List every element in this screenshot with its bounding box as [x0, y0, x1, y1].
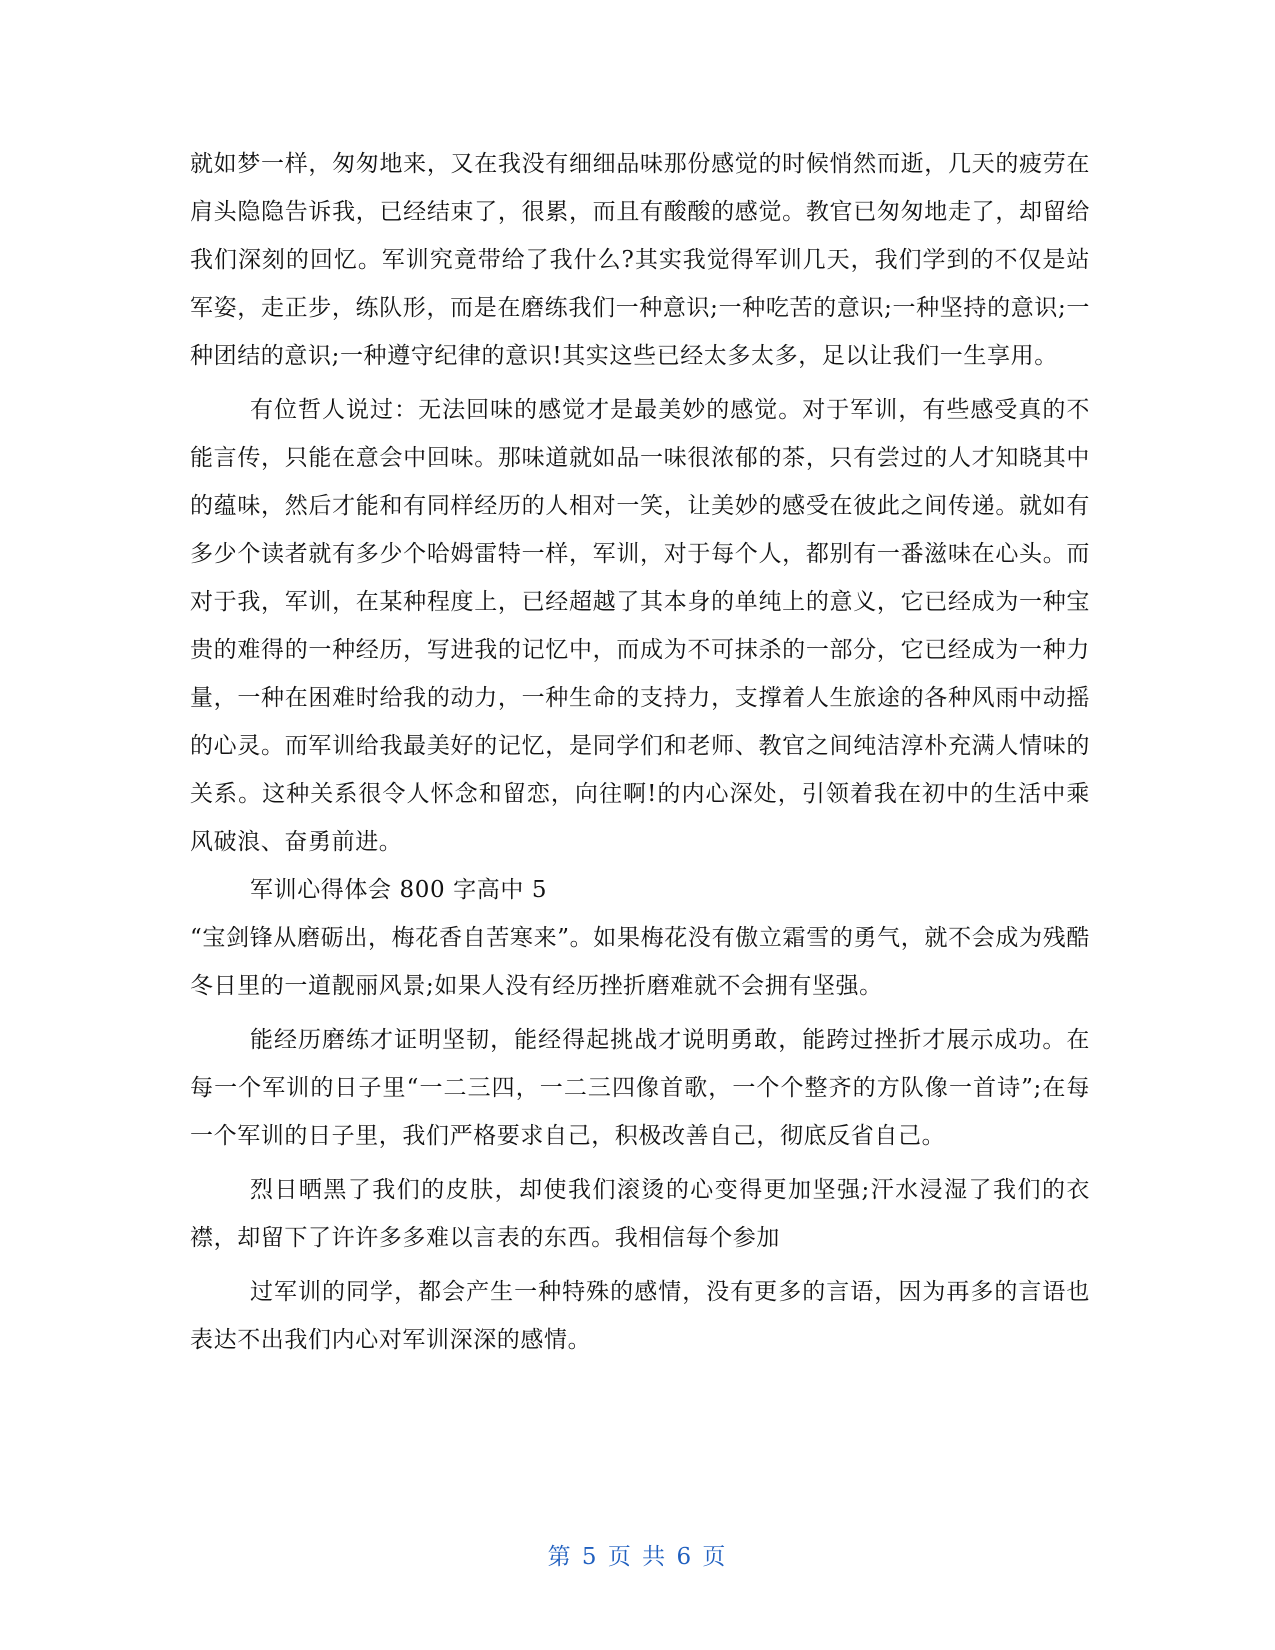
paragraph-5: 烈日晒黑了我们的皮肤，却使我们滚烫的心变得更加坚强;汗水浸湿了我们的衣襟，却留下了许许多多难以言表的东西。我相信每个参加 [190, 1177, 1090, 1251]
paragraph-4: 能经历磨练才证明坚韧，能经得起挑战才说明勇敢，能跨过挫折才展示成功。在每一个军训的日子里“一二三四，一二三四像首歌，一个个整齐的方队像一首诗”;在每一个军训的日子里，我们严格要求自己，积极改善自己，彻底反省自己。 [190, 1027, 1090, 1149]
paragraph-1: 就如梦一样，匆匆地来，又在我没有细细品味那份感觉的时候悄然而逝，几天的疲劳在肩头隐隐告诉我，已经结束了，很累，而且有酸酸的感觉。教官已匆匆地走了，却留给我们深刻的回忆。军训究竟带给了我什么?其实我觉得军训几天，我们学到的不仅是站军姿，走正步，练队形，而是在磨练我们一种意识;一种吃苦的意识;一种坚持的意识;一种团结的意识;一种遵守纪律的意识!其实这些已经太多太多，足以让我们一生享用。 [190, 151, 1090, 369]
section-heading: 军训心得体会 800 字高中 5 [250, 877, 548, 903]
page-footer [0, 1538, 1275, 1571]
page-number-label: 第 5 页 共 6 页 [547, 1544, 728, 1570]
paragraph-3: “宝剑锋从磨砺出，梅花香自苦寒来”。如果梅花没有傲立霜雪的勇气，就不会成为残酷冬日里的一道靓丽风景;如果人没有经历挫折磨难就不会拥有坚强。 [190, 925, 1090, 999]
paragraph-6: 过军训的同学，都会产生一种特殊的感情，没有更多的言语，因为再多的言语也表达不出我们内心对军训深深的感情。 [190, 1279, 1090, 1353]
paragraph-2: 有位哲人说过：无法回味的感觉才是最美妙的感觉。对于军训，有些感受真的不能言传，只能在意会中回味。那味道就如品一味很浓郁的茶，只有尝过的人才知晓其中的蕴味，然后才能和有同样经历的人相对一笑，让美妙的感受在彼此之间传递。就如有多少个读者就有多少个哈姆雷特一样，军训，对于每个人，都别有一番滋味在心头。而对于我，军训，在某种程度上，已经超越了其本身的单纯上的意义，它已经成为一种宝贵的难得的一种经历，写进我的记忆中，而成为不可抹杀的一部分，它已经成为一种力量，一种在困难时给我的动力，一种生命的支持力，支撑着人生旅途的各种风雨中动摇的心灵。而军训给我最美好的记忆，是同学们和老师、教官之间纯洁淳朴充满人情味的关系。这种关系很令人怀念和留恋，向往啊!的内心深处，引领着我在初中的生活中乘风破浪、奋勇前进。 [190, 397, 1090, 855]
document-body [190, 140, 1090, 1364]
